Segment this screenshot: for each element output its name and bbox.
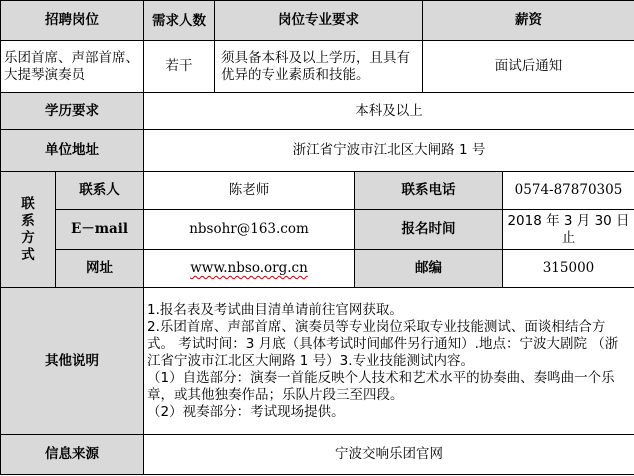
contact-label-char: 联: [21, 195, 35, 212]
contact-website-cell: [144, 250, 355, 288]
notes-body: [144, 288, 634, 435]
notes-line: （2）视奏部分：考试现场提供。: [147, 403, 345, 420]
source-value: 宁波交响乐团官网: [144, 435, 634, 475]
notes-line: 2.乐团首席、声部首席、演奏员等专业岗位采取专业技能测试、面谈相结合方式。 考试时间：3 月底（具体考试时间邮件另行通知）.地点：宁波大剧院 （浙江省宁波市江北区大闸路 1 号）3.专业技能测试内容。: [147, 318, 619, 369]
education-label: 学历要求: [1, 93, 144, 130]
contact-phone-value: 0574-87870305: [503, 172, 634, 210]
contact-label-char: 式: [21, 246, 35, 263]
header-position: 招聘岗位: [1, 1, 144, 41]
contact-email-label: E－mail: [56, 210, 144, 250]
address-label: 单位地址: [1, 130, 144, 172]
header-salary: 薪资: [423, 1, 634, 41]
notes-line: 1.报名表及考试曲目清单请前往官网获取。: [147, 301, 403, 318]
website-link[interactable]: www.nbso.org.cn: [190, 260, 308, 276]
contact-website-label: 网址: [56, 250, 144, 288]
job-position: 乐团首席、声部首席、大提琴演奏员: [1, 41, 144, 93]
header-count: 需求人数: [144, 1, 215, 41]
job-salary: 面试后通知: [423, 41, 634, 93]
contact-label-char: 系: [21, 212, 35, 229]
job-count: 若干: [144, 41, 215, 93]
contact-postcode-label: 邮编: [355, 250, 503, 288]
contact-deadline-value: 2018 年 3 月 30 日止: [503, 210, 634, 250]
address-value: 浙江省宁波市江北区大闸路 1 号: [144, 130, 634, 172]
header-requirement: 岗位专业要求: [215, 1, 423, 41]
contact-phone-label: 联系电话: [355, 172, 503, 210]
education-value: 本科及以上: [144, 93, 634, 130]
notes-label: 其他说明: [1, 288, 144, 435]
source-label: 信息来源: [1, 435, 144, 475]
contact-person-label: 联系人: [56, 172, 144, 210]
notes-line: （1）自选部分：演奏一首能反映个人技术和艺术水平的协奏曲、奏鸣曲一个乐章，或其他独奏作品；乐队片段三至四段。: [147, 369, 615, 403]
contact-postcode-value: 315000: [503, 250, 634, 288]
contact-group-label: [1, 172, 56, 288]
contact-label-char: 方: [21, 229, 35, 246]
contact-person-value: 陈老师: [144, 172, 355, 210]
contact-email-value: nbsohr@163.com: [144, 210, 355, 250]
contact-deadline-label: 报名时间: [355, 210, 503, 250]
job-requirement: 须具备本科及以上学历，且具有优异的专业素质和技能。: [215, 41, 423, 93]
